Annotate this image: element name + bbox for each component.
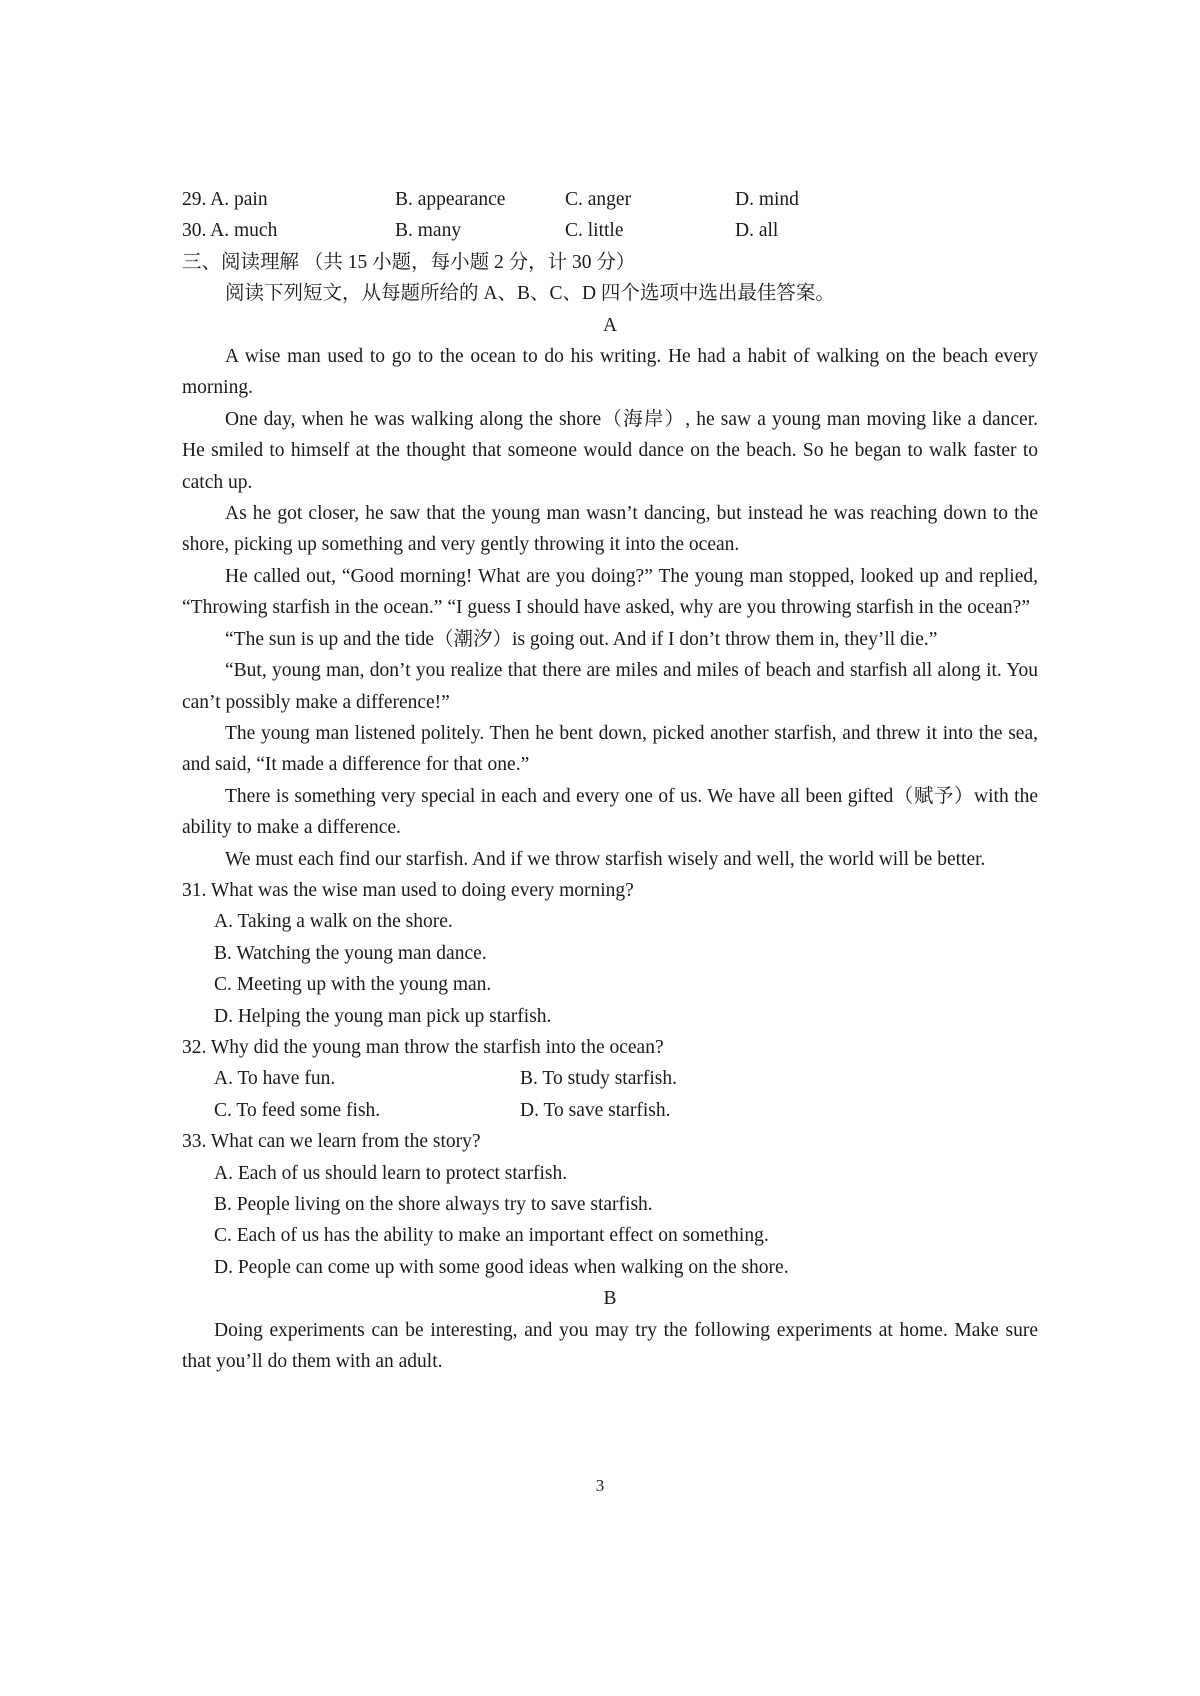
exam-page [182,184,1038,1377]
option-29-c: C. anger [565,189,632,210]
question-31-choice-b: B. Watching the young man dance. [214,942,487,964]
passage-a-paragraph-8: There is something very special in each and every one of us. We have all been gifted（赋予）with the ability to make a difference. [182,785,1038,839]
passage-a-paragraph-6: “But, young man, don’t you realize that there are miles and miles of beach and starfish all along it. You can’t possibly make a difference!” [182,660,1038,713]
cloze-option-row-30 [182,215,1038,246]
passage-a-paragraph-5: “The sun is up and the tide（潮汐）is going out. And if I don’t throw them in, they’ll die.” [225,628,938,650]
question-31-stem: 31. What was the wise man used to doing every morning? [182,879,634,901]
question-32-choice-d: D. To save starfish. [520,1099,671,1121]
question-32-choice-a: A. To have fun. [214,1068,336,1090]
passage-a-paragraph-1: A wise man used to go to the ocean to do his writing. He had a habit of walking on the beach every morning. [182,346,1038,399]
page-number: 3 [595,1476,605,1495]
question-33-choice-a: A. Each of us should learn to protect starfish. [214,1162,568,1184]
passage-a-paragraph-2: One day, when he was walking along the shore（海岸）, he saw a young man moving like a dancer. He smiled to himself at the thought that someone would dance on the beach. So he began to walk faster to catch up. [182,408,1038,493]
passage-a-paragraph-9: We must each find our starfish. And if we throw starfish wisely and well, the world will be better. [225,848,986,870]
cloze-option-row-29 [182,184,1038,215]
question-33-choice-c: C. Each of us has the ability to make an important effect on something. [214,1225,769,1247]
question-32-stem: 32. Why did the young man throw the starfish into the ocean? [182,1036,664,1058]
option-30-d: D. all [735,220,779,242]
question-33-stem: 33. What can we learn from the story? [182,1131,481,1153]
option-30-b: B. many [395,220,462,242]
section-instruction: 阅读下列短文，从每题所给的 A、B、C、D 四个选项中选出最佳答案。 [225,283,835,305]
question-33-choice-d: D. People can come up with some good ideas when walking on the shore. [214,1256,789,1278]
question-33-choice-b: B. People living on the shore always try to save starfish. [214,1194,653,1215]
option-30-c: C. little [565,220,624,242]
question-32-choice-c: C. To feed some fish. [214,1099,381,1121]
option-30-a: 30. A. much [182,220,278,242]
passage-a-paragraph-7: The young man listened politely. Then he bent down, picked another starfish, and threw it into the sea, and said, “It made a difference for that one.” [182,722,1038,776]
passage-a-paragraph-3: As he got closer, he saw that the young man wasn’t dancing, but instead he was reaching down to the shore, picking up something and very gently throwing it into the ocean. [182,503,1038,556]
question-32-choice-b: B. To study starfish. [520,1068,677,1090]
question-31-choice-a: A. Taking a walk on the shore. [214,911,453,933]
passage-b-label: B [603,1288,617,1310]
option-29-d: D. mind [735,189,799,210]
question-32-choices-row-2 [182,1095,1038,1126]
passage-a-paragraph-4: He called out, “Good morning! What are you doing?” The young man stopped, looked up and replied, “Throwing starfish in the ocean.” “I guess I should have asked, why are you throwing starfish in the ocean?” [182,565,1038,619]
question-32-choices-row-1 [182,1063,1038,1094]
passage-a-label: A [602,314,618,336]
option-29-a: 29. A. pain [182,189,268,210]
option-29-b: B. appearance [395,189,506,210]
question-31-choice-d: D. Helping the young man pick up starfish. [214,1005,552,1027]
section-title: 三、阅读理解 （共 15 小题，每小题 2 分，计 30 分） [182,251,636,273]
passage-b-intro: Doing experiments can be interesting, and you may try the following experiments at home. Make sure that you’ll do them with an adult. [182,1319,1038,1373]
question-31-choice-c: C. Meeting up with the young man. [214,974,492,996]
